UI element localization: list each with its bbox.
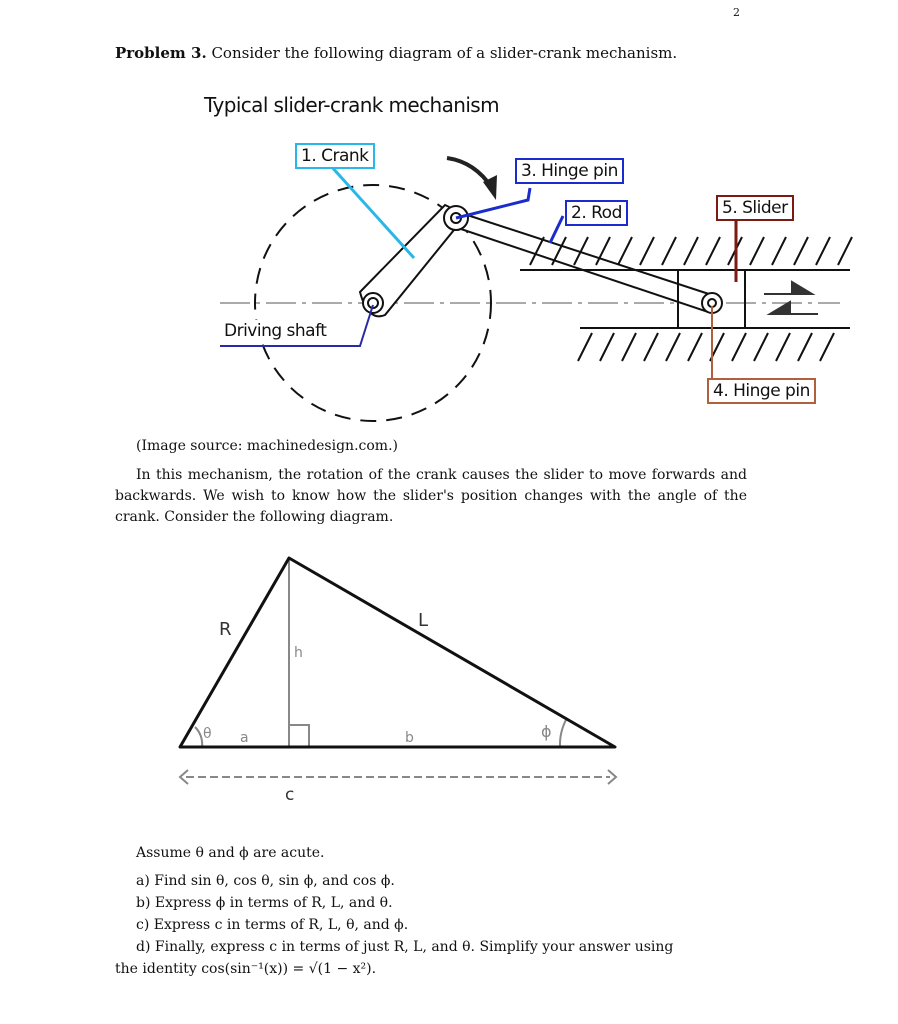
question-d: d) Finally, express c in terms of just R, L, and θ. Simplify your answer using xyxy=(136,939,674,955)
assumption: Assume θ and ϕ are acute. xyxy=(136,845,325,861)
label-R: R xyxy=(219,619,232,640)
label-theta: θ xyxy=(203,726,212,742)
label-b: b xyxy=(405,730,414,746)
label-L: L xyxy=(418,610,429,631)
label-hinge-pin-4: 4. Hinge pin xyxy=(707,378,816,404)
problem-statement xyxy=(115,44,677,62)
figure-title: Typical slider-crank mechanism xyxy=(204,93,499,117)
intro-paragraph: In this mechanism, the rotation of the crank causes the slider to move forwards and backwards. We wish to know how the slider's position changes with the angle of the crank. Consider the following diagram. xyxy=(115,467,747,525)
label-a: a xyxy=(240,730,249,746)
question-d-continuation: the identity cos(sin⁻¹(x)) = √(1 − x²). xyxy=(115,961,377,977)
label-rod: 2. Rod xyxy=(565,200,628,226)
question-a: a) Find sin θ, cos θ, sin ϕ, and cos ϕ. xyxy=(136,873,395,889)
image-source-note: (Image source: machinedesign.com.) xyxy=(136,438,398,454)
problem-intro: Consider the following diagram of a slider-crank mechanism. xyxy=(211,44,678,62)
right-angle-mark xyxy=(289,725,309,747)
label-phi: ϕ xyxy=(541,722,552,741)
crank-leader xyxy=(330,165,414,258)
triangle-diagram xyxy=(160,540,640,820)
label-slider: 5. Slider xyxy=(716,195,794,221)
theta-arc xyxy=(195,727,202,747)
label-driving-shaft: Driving shaft xyxy=(224,321,327,341)
triangle xyxy=(180,558,615,747)
label-hinge-pin-3: 3. Hinge pin xyxy=(515,158,624,184)
question-b: b) Express ϕ in terms of R, L, and θ. xyxy=(136,895,393,911)
motion-arrows-icon xyxy=(764,282,818,314)
rod-leader xyxy=(550,216,563,243)
label-crank: 1. Crank xyxy=(295,143,375,169)
phi-arc xyxy=(560,718,567,747)
question-c: c) Express c in terms of R, L, θ, and ϕ. xyxy=(136,917,409,933)
label-h: h xyxy=(294,645,303,661)
lower-guide xyxy=(578,328,850,361)
page-number: 2 xyxy=(733,6,740,19)
questions xyxy=(115,842,747,980)
label-c: c xyxy=(285,785,295,805)
problem-label: Problem 3. xyxy=(115,44,207,62)
